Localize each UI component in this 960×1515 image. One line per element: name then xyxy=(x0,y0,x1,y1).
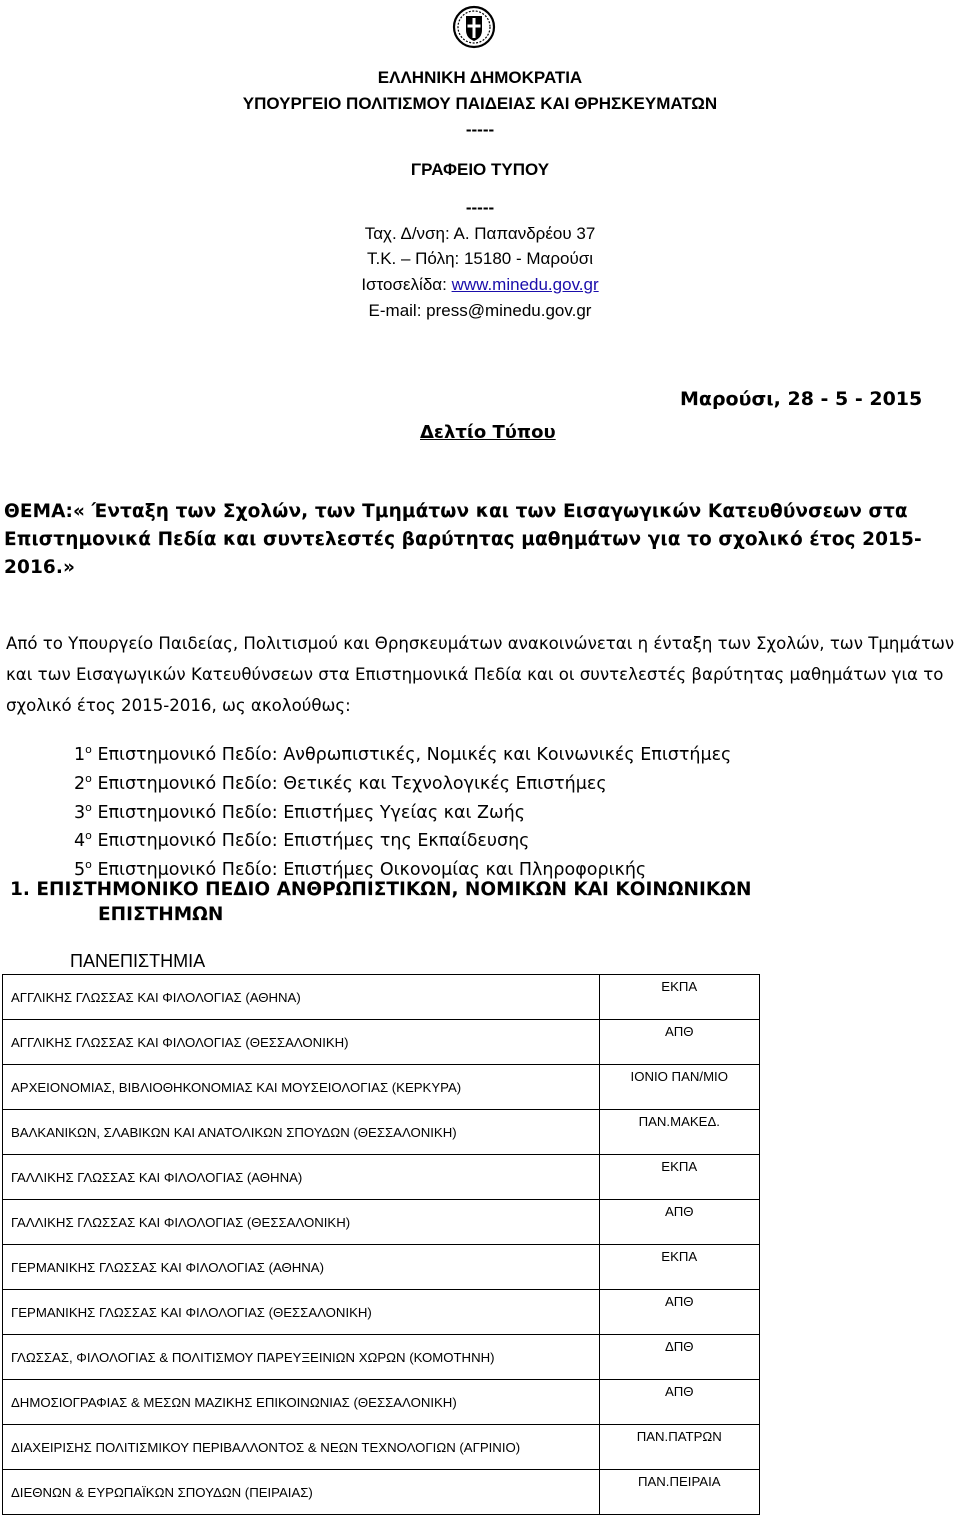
table-row: ΔΙΑΧΕΙΡΙΣΗΣ ΠΟΛΙΤΙΣΜΙΚΟΥ ΠΕΡΙΒΑΛΛΟΝΤΟΣ & ΝΕΩΝ ΤΕΧΝΟΛΟΓΙΩΝ (ΑΓΡΙΝΙΟ) ΠΑΝ.ΠΑΤΡΩΝ xyxy=(3,1425,760,1470)
header-separator: ----- xyxy=(465,120,495,139)
date: Μαρούσι, 28 - 5 - 2015 xyxy=(680,388,923,410)
website-label: Ιστοσελίδα: xyxy=(361,275,452,294)
scientific-fields-list xyxy=(74,738,731,882)
website-link[interactable]: www.minedu.gov.gr xyxy=(451,275,599,294)
list-item: $1^o$ Επιστημονικό Πεδίο: Ανθρωπιστικές, Νομικές και Κοινωνικές Επιστήμες xyxy=(74,743,732,765)
republic-title: ΕΛΛΗΝΙΚΗ ΔΗΜΟΚΡΑΤΙΑ xyxy=(377,68,583,87)
table-row: ΑΓΓΛΙΚΗΣ ΓΛΩΣΣΑΣ ΚΑΙ ΦΙΛΟΛΟΓΙΑΣ (ΘΕΣΣΑΛΟΝΙΚΗ) ΑΠΘ xyxy=(3,1020,760,1065)
list-item: $5^o$ Επιστημονικό Πεδίο: Επιστήμες Οικονομίας και Πληροφορικής xyxy=(74,858,647,881)
intro-paragraph: Από το Υπουργείο Παιδείας, Πολιτισμού και Θρησκευμάτων ανακοινώνεται η ένταξη των Σχολών, των Τμημάτων και των Εισαγωγικών Κατευθύνσεων στα Επιστημονικά Πεδία και οι συντελεστές βαρύτητας μαθημάτων για το σχολικό έτος 2015-2016, ως ακολούθως: xyxy=(6,634,955,715)
table-row: ΓΕΡΜΑΝΙΚΗΣ ΓΛΩΣΣΑΣ ΚΑΙ ΦΙΛΟΛΟΓΙΑΣ (ΑΘΗΝΑ) ΕΚΠΑ xyxy=(3,1245,760,1290)
list-item: $2^o$ Επιστημονικό Πεδίο: Θετικές και Τεχνολογικές Επιστήμες xyxy=(74,771,607,794)
subject: ΘΕΜΑ:« Ένταξη των Σχολών, των Τμημάτων και των Εισαγωγικών Κατευθύνσεων στα Επιστημονικά Πεδία και συντελεστές βαρύτητας μαθημάτων για το σχολικό έτος 2015-2016.» xyxy=(4,501,922,578)
table-row: ΑΓΓΛΙΚΗΣ ΓΛΩΣΣΑΣ ΚΑΙ ΦΙΛΟΛΟΓΙΑΣ (ΑΘΗΝΑ) ΕΚΠΑ xyxy=(3,975,760,1020)
office-title: ΓΡΑΦΕΙΟ ΤΥΠΟΥ xyxy=(410,160,550,179)
address: Ταχ. Δ/νση: Α. Παπανδρέου 37 xyxy=(364,224,596,243)
table-row: ΓΛΩΣΣΑΣ, ΦΙΛΟΛΟΓΙΑΣ & ΠΟΛΙΤΙΣΜΟΥ ΠΑΡΕΥΞΕΙΝΙΩΝ ΧΩΡΩΝ (ΚΟΜΟΤΗΝΗ) ΔΠΘ xyxy=(3,1335,760,1380)
table-row: ΔΗΜΟΣΙΟΓΡΑΦΙΑΣ & ΜΕΣΩΝ ΜΑΖΙΚΗΣ ΕΠΙΚΟΙΝΩΝΙΑΣ (ΘΕΣΣΑΛΟΝΙΚΗ) ΑΠΘ xyxy=(3,1380,760,1425)
email-line: E-mail: press@minedu.gov.gr xyxy=(368,301,592,320)
header-separator: ----- xyxy=(465,198,495,217)
table-row: ΓΑΛΛΙΚΗΣ ΓΛΩΣΣΑΣ ΚΑΙ ΦΙΛΟΛΟΓΙΑΣ (ΘΕΣΣΑΛΟΝΙΚΗ) ΑΠΘ xyxy=(3,1200,760,1245)
table-row: ΒΑΛΚΑΝΙΚΩΝ, ΣΛΑΒΙΚΩΝ ΚΑΙ ΑΝΑΤΟΛΙΚΩΝ ΣΠΟΥΔΩΝ (ΘΕΣΣΑΛΟΝΙΚΗ) ΠΑΝ.ΜΑΚΕΔ. xyxy=(3,1110,760,1155)
list-item: $4^o$ Επιστημονικό Πεδίο: Επιστήμες της Εκπαίδευσης xyxy=(74,829,530,852)
table-row: ΔΙΕΘΝΩΝ & ΕΥΡΩΠΑΪΚΩΝ ΣΠΟΥΔΩΝ (ΠΕΙΡΑΙΑΣ) ΠΑΝ.ΠΕΙΡΑΙΑ xyxy=(3,1470,760,1515)
table-row: ΓΕΡΜΑΝΙΚΗΣ ΓΛΩΣΣΑΣ ΚΑΙ ΦΙΛΟΛΟΓΙΑΣ (ΘΕΣΣΑΛΟΝΙΚΗ) ΑΠΘ xyxy=(3,1290,760,1335)
website-line xyxy=(0,273,960,297)
postal-address: Τ.Κ. – Πόλη: 15180 - Μαρούσι xyxy=(366,249,594,268)
table-row: ΑΡΧΕΙΟΝΟΜΙΑΣ, ΒΙΒΛΙΟΘΗΚΟΝΟΜΙΑΣ ΚΑΙ ΜΟΥΣΕΙΟΛΟΓΙΑΣ (ΚΕΡΚΥΡΑ) ΙΟΝΙΟ ΠΑΝ/ΜΙΟ xyxy=(3,1065,760,1110)
universities-label: ΠΑΝΕΠΙΣΤΗΜΙΑ xyxy=(70,951,206,971)
list-item: $3^o$ Επιστημονικό Πεδίο: Επιστήμες Υγείας και Ζωής xyxy=(74,800,525,823)
ministry-title: ΥΠΟΥΡΓΕΙΟ ΠΟΛΙΤΙΣΜΟΥ ΠΑΙΔΕΙΑΣ ΚΑΙ ΘΡΗΣΚΕΥΜΑΤΩΝ xyxy=(242,94,718,113)
document-type: Δελτίο Τύπου xyxy=(420,422,556,443)
section-title: 1. ΕΠΙΣΤΗΜΟΝΙΚΟ ΠΕΔΙΟ ΑΝΘΡΩΠΙΣΤΙΚΩΝ, ΝΟΜΙΚΩΝ ΚΑΙ ΚΟΙΝΩΝΙΚΩΝ ΕΠΙΣΤΗΜΩΝ xyxy=(10,879,752,925)
table-row: ΓΑΛΛΙΚΗΣ ΓΛΩΣΣΑΣ ΚΑΙ ΦΙΛΟΛΟΓΙΑΣ (ΑΘΗΝΑ) ΕΚΠΑ xyxy=(3,1155,760,1200)
greek-coat-of-arms-icon xyxy=(452,4,496,50)
universities-table xyxy=(2,974,760,1515)
